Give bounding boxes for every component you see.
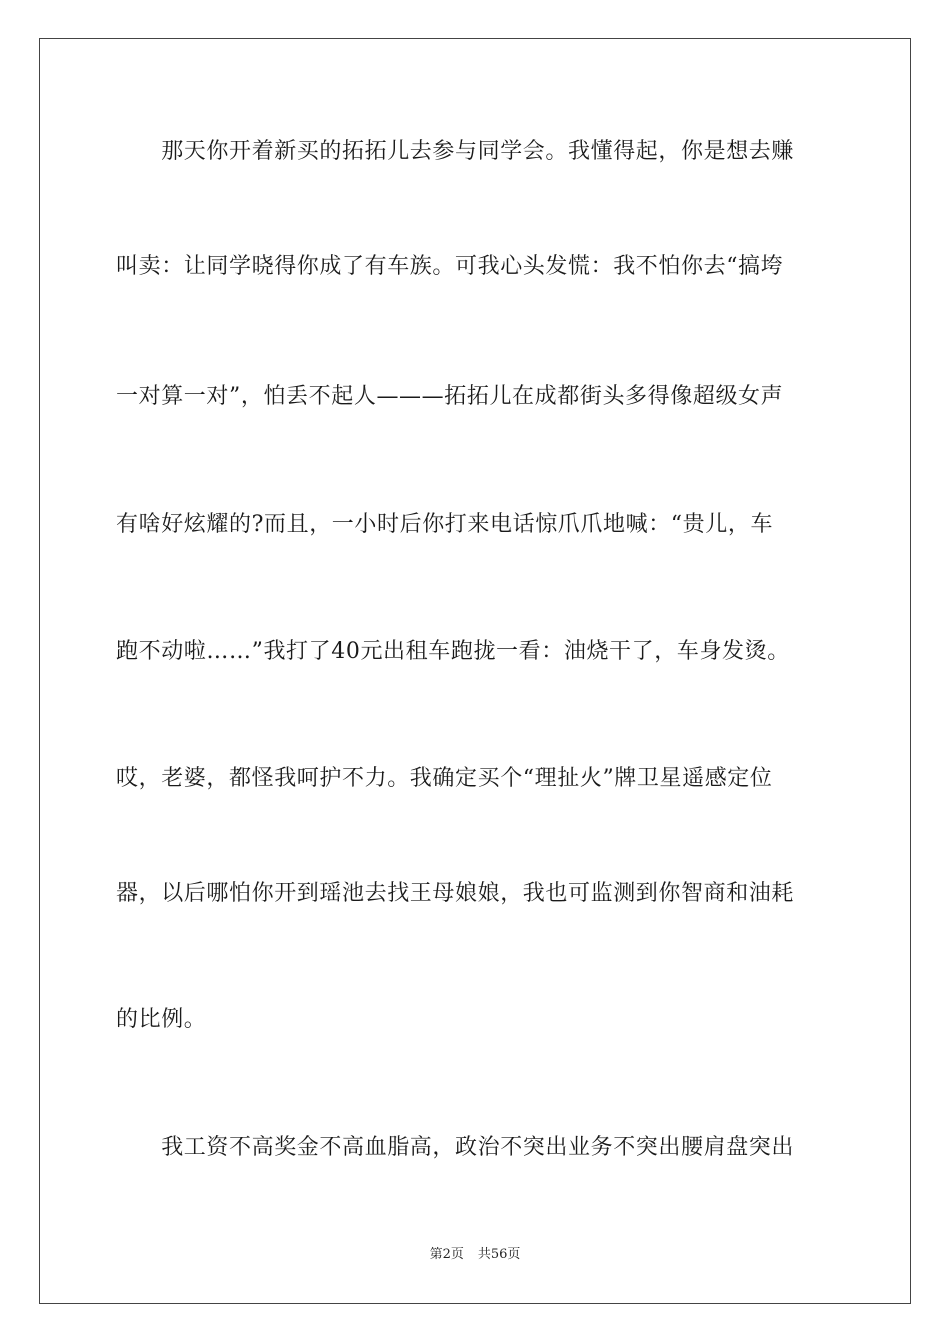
body-line-2: 叫卖：让同学晓得你成了有车族。可我心头发慌：我不怕你去“搞垮 (116, 254, 784, 279)
page-total: 共56页 (477, 1247, 521, 1262)
page-number: 第2页 (429, 1247, 464, 1262)
body-line-5: 跑不动啦……”我打了40元出租车跑拢一看：油烧干了，车身发烫。 (116, 639, 790, 664)
body-line-7: 器，以后哪怕你开到瑶池去找王母娘娘，我也可监测到你智商和油耗 (116, 881, 795, 906)
body-line-3: 一对算一对”，怕丢不起人———拓拓儿在成都街头多得像超级女声 (116, 384, 784, 409)
body-line-8: 的比例。 (116, 1007, 207, 1032)
body-line-4: 有啥好炫耀的?而且，一小时后你打来电话惊爪爪地喊：“贵儿，车 (116, 512, 774, 537)
page-footer (0, 1246, 950, 1264)
page-border (39, 38, 911, 1304)
body-line-1: 那天你开着新买的拓拓儿去参与同学会。我懂得起，你是想去赚 (116, 139, 795, 164)
body-line-6: 哎，老婆，都怪我呵护不力。我确定买个“理扯火”牌卫星遥感定位 (116, 766, 773, 791)
body-line-9: 我工资不高奖金不高血脂高，政治不突出业务不突出腰肩盘突出 (116, 1135, 795, 1160)
